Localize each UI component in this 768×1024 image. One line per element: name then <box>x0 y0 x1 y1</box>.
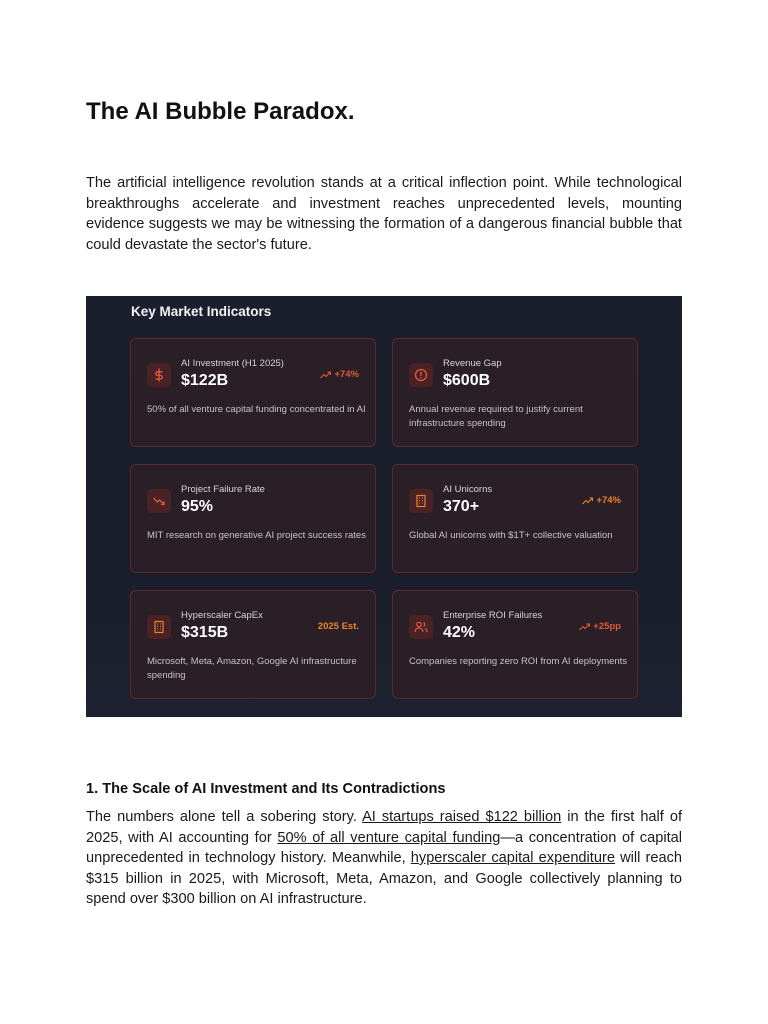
card-revenue-gap <box>392 338 638 447</box>
paragraph-text: will reach $315 billion in 2025, with Microsoft, Meta, Amazon, and Google collectively planning to spend over $300 billion on AI infrastructure. <box>86 850 682 907</box>
card-project-failure-rate <box>130 464 376 573</box>
card-label: Enterprise ROI Failures <box>443 610 543 621</box>
trending-down-icon <box>147 489 171 513</box>
card-trend-text: +25pp <box>593 621 621 632</box>
building-icon <box>147 615 171 639</box>
card-trend-text: +74% <box>596 495 621 506</box>
section-heading: 1. The Scale of AI Investment and Its Contradictions <box>86 781 446 797</box>
card-trend <box>318 621 359 632</box>
card-enterprise-roi-failures <box>392 590 638 699</box>
paragraph-text: —a concentration of capital unprecedented in technology history. Meanwhile, <box>86 829 682 866</box>
card-description: Microsoft, Meta, Amazon, Google AI infrastructure spending <box>147 656 357 681</box>
card-value: 42% <box>443 624 476 641</box>
card-trend-text: +74% <box>334 369 359 380</box>
card-label: Project Failure Rate <box>181 484 265 495</box>
card-description: MIT research on generative AI project success rates <box>147 530 366 541</box>
trending-up-icon <box>320 371 331 379</box>
users-icon <box>409 615 433 639</box>
paragraph-text: The numbers alone tell a sobering story. <box>86 809 363 825</box>
section-paragraph <box>86 807 682 910</box>
card-trend <box>582 495 621 506</box>
key-market-indicators-image <box>86 296 682 717</box>
card-description: Annual revenue required to justify current infrastructure spending <box>409 404 583 429</box>
card-label: AI Unicorns <box>443 484 493 495</box>
alert-circle-icon <box>409 363 433 387</box>
intro-paragraph: The artificial intelligence revolution stands at a critical inflection point. While technological breakthroughs accelerate and investment reaches unprecedented levels, mounting evidence suggests we may be witnessing the formation of a dangerous financial bubble that could devastate the sector's future. <box>86 175 682 253</box>
link-venture-capital-funding[interactable]: 50% of all venture capital funding <box>277 829 501 846</box>
link-hyperscaler-capex[interactable]: hyperscaler capital expenditure <box>410 850 615 866</box>
card-value: $122B <box>181 372 229 389</box>
card-value: $315B <box>181 624 229 641</box>
trending-up-icon <box>582 497 593 505</box>
trending-up-icon <box>579 623 590 631</box>
card-value: 370+ <box>443 498 480 515</box>
card-label: Revenue Gap <box>443 358 502 369</box>
card-description: Global AI unicorns with $1T+ collective valuation <box>409 530 613 541</box>
dollar-icon <box>147 363 171 387</box>
card-hyperscaler-capex <box>130 590 376 699</box>
card-trend <box>579 621 621 632</box>
card-ai-unicorns <box>392 464 638 573</box>
link-ai-startups-raised[interactable]: AI startups raised $122 billion <box>362 809 562 825</box>
panel-title: Key Market Indicators <box>131 304 272 319</box>
card-description: Companies reporting zero ROI from AI deployments <box>409 656 628 667</box>
card-trend <box>320 369 359 380</box>
card-value: $600B <box>443 372 491 389</box>
card-label: AI Investment (H1 2025) <box>181 358 284 369</box>
card-ai-investment <box>130 338 376 447</box>
card-label: Hyperscaler CapEx <box>181 610 263 621</box>
card-value: 95% <box>181 498 214 515</box>
page-title: The AI Bubble Paradox. <box>86 98 355 125</box>
card-trend-text: 2025 Est. <box>317 621 359 632</box>
building-icon <box>409 489 433 513</box>
card-description: 50% of all venture capital funding concentrated in AI <box>147 404 366 415</box>
paragraph-text: in the first half of 2025, with AI accounting for <box>86 809 683 846</box>
